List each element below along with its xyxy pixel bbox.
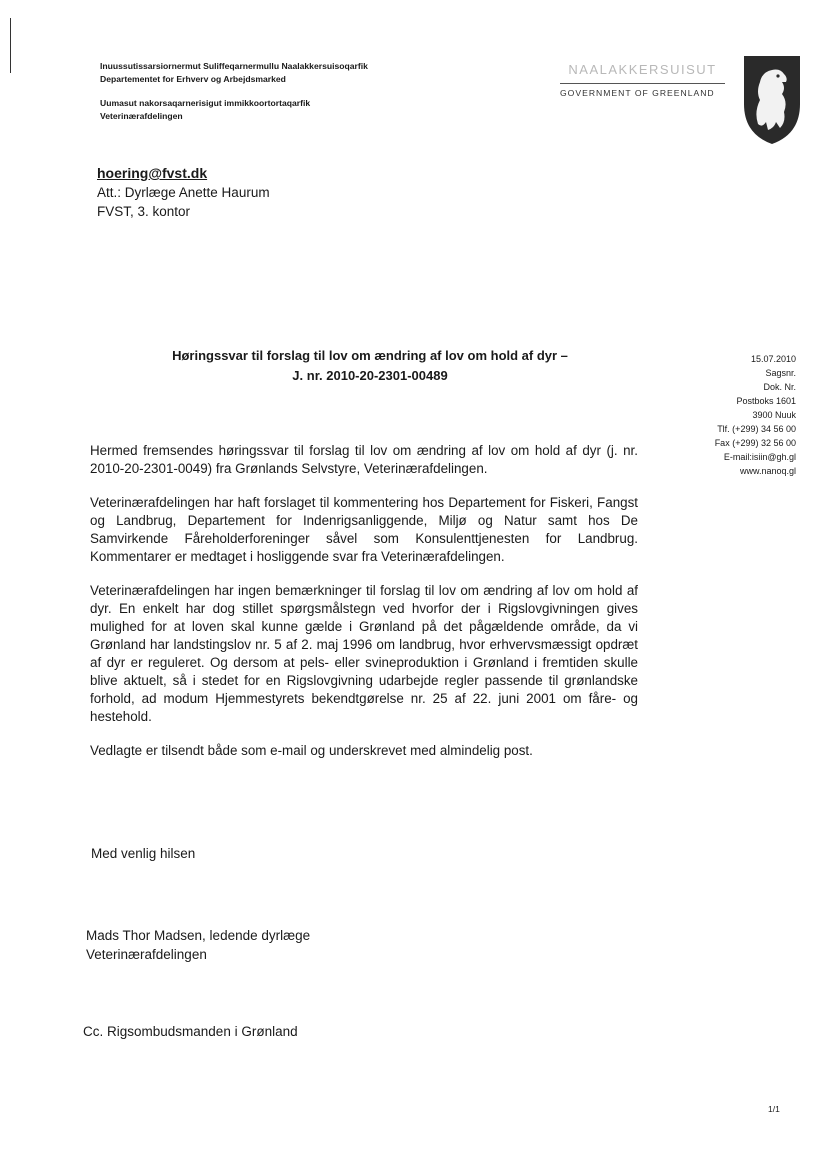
addressee-block (97, 164, 270, 221)
doknr-label: Dok. Nr. (763, 382, 796, 392)
signature-block (86, 926, 310, 964)
recipient-att: Att.: Dyrlæge Anette Haurum (97, 185, 270, 200)
dept-line-4: Veterinærafdelingen (100, 111, 183, 121)
recipient-email-link[interactable]: hoering@fvst.dk (97, 165, 208, 181)
contact-sidebar (640, 352, 796, 478)
postal-city: 3900 Nuuk (752, 410, 796, 420)
postbox: Postboks 1601 (736, 396, 796, 406)
recipient-office: FVST, 3. kontor (97, 204, 191, 219)
cc-line: Cc. Rigsombudsmanden i Grønland (83, 1024, 298, 1039)
body-paragraph-1: Hermed fremsendes høringssvar til forslag til lov om ændring af lov om hold af dyr (j. nr. 2010-20-2301-0049) fra Grønlands Selvstyre, Veterinærafdelingen. (90, 443, 638, 476)
dept-line-3: Uumasut nakorsaqarnerisigut immikkoortortaqarfik (100, 98, 311, 108)
body-paragraph-2: Veterinærafdelingen har haft forslaget til kommentering hos Departement for Fiskeri, Fangst og Landbrug, Departement for Indenrigsanliggende, Miljø og Natur samt hos De Samvirkende Fåreholderforeninger såvel som Konsulenttjenesten for Landbrug. Kommentarer er medtaget i hosliggende svar fra Veterinærafdelingen. (90, 495, 638, 564)
margin-line (10, 18, 11, 73)
government-logo-text (560, 62, 725, 98)
phone-number: Tlf. (+299) 34 56 00 (717, 424, 796, 434)
website: www.nanoq.gl (739, 466, 796, 476)
subject-line-2: J. nr. 2010-20-2301-00489 (292, 368, 448, 383)
letter-date: 15.07.2010 (750, 354, 796, 364)
body-paragraph-4: Vedlagte er tilsendt både som e-mail og underskrevet med almindelig post. (90, 743, 533, 758)
subject-line-1: Høringssvar til forslag til lov om ændring af lov om hold af dyr – (172, 348, 568, 363)
gov-top-text: NAALAKKERSUISUT (568, 62, 717, 77)
fax-number: Fax (+299) 32 56 00 (714, 438, 796, 448)
signer-department: Veterinærafdelingen (86, 947, 207, 962)
gov-bottom-text: GOVERNMENT OF GREENLAND (560, 88, 715, 98)
closing-greeting: Med venlig hilsen (91, 846, 196, 861)
page-number: 1/1 (768, 1104, 780, 1114)
letter-body (90, 442, 638, 776)
subject-heading (110, 346, 630, 386)
body-paragraph-3: Veterinærafdelingen har ingen bemærkninger til forslag til lov om ændring af lov om hold af dyr. En enkelt har dog stillet spørgsmålstegn ved hvorfor der i Rigslovgivningen gives mulighed for at loven skal kunne gælde i Grønland på det pågældende område, da vi Grønland har landstingslov nr. 5 af 2. maj 1996 om landbrug, hvor erhvervsmæssigt opdræt af dyr er reguleret. Og dersom at pels- eller svineproduktion i Grønland i fremtiden skulle blive aktuelt, så i stedet for en Rigslovgivning udarbejde regler passende til grønlandske forhold, ad modum Hjemmestyrets bekendtgørelse nr. 25 af 22. juni 2001 om fåre- og hestehold. (90, 583, 638, 724)
sagsnr-label: Sagsnr. (765, 368, 796, 378)
contact-email: E-mail:isiin@gh.gl (723, 452, 796, 462)
signer-name: Mads Thor Madsen, ledende dyrlæge (86, 928, 311, 943)
dept-line-1: Inuussutissarsiornermut Suliffeqarnermullu Naalakkersuisoqarfik (100, 61, 368, 71)
department-header (100, 60, 368, 123)
dept-line-2: Departementet for Erhverv og Arbejdsmarked (100, 74, 286, 84)
gov-rule (560, 83, 725, 84)
coat-of-arms-icon (742, 52, 802, 146)
